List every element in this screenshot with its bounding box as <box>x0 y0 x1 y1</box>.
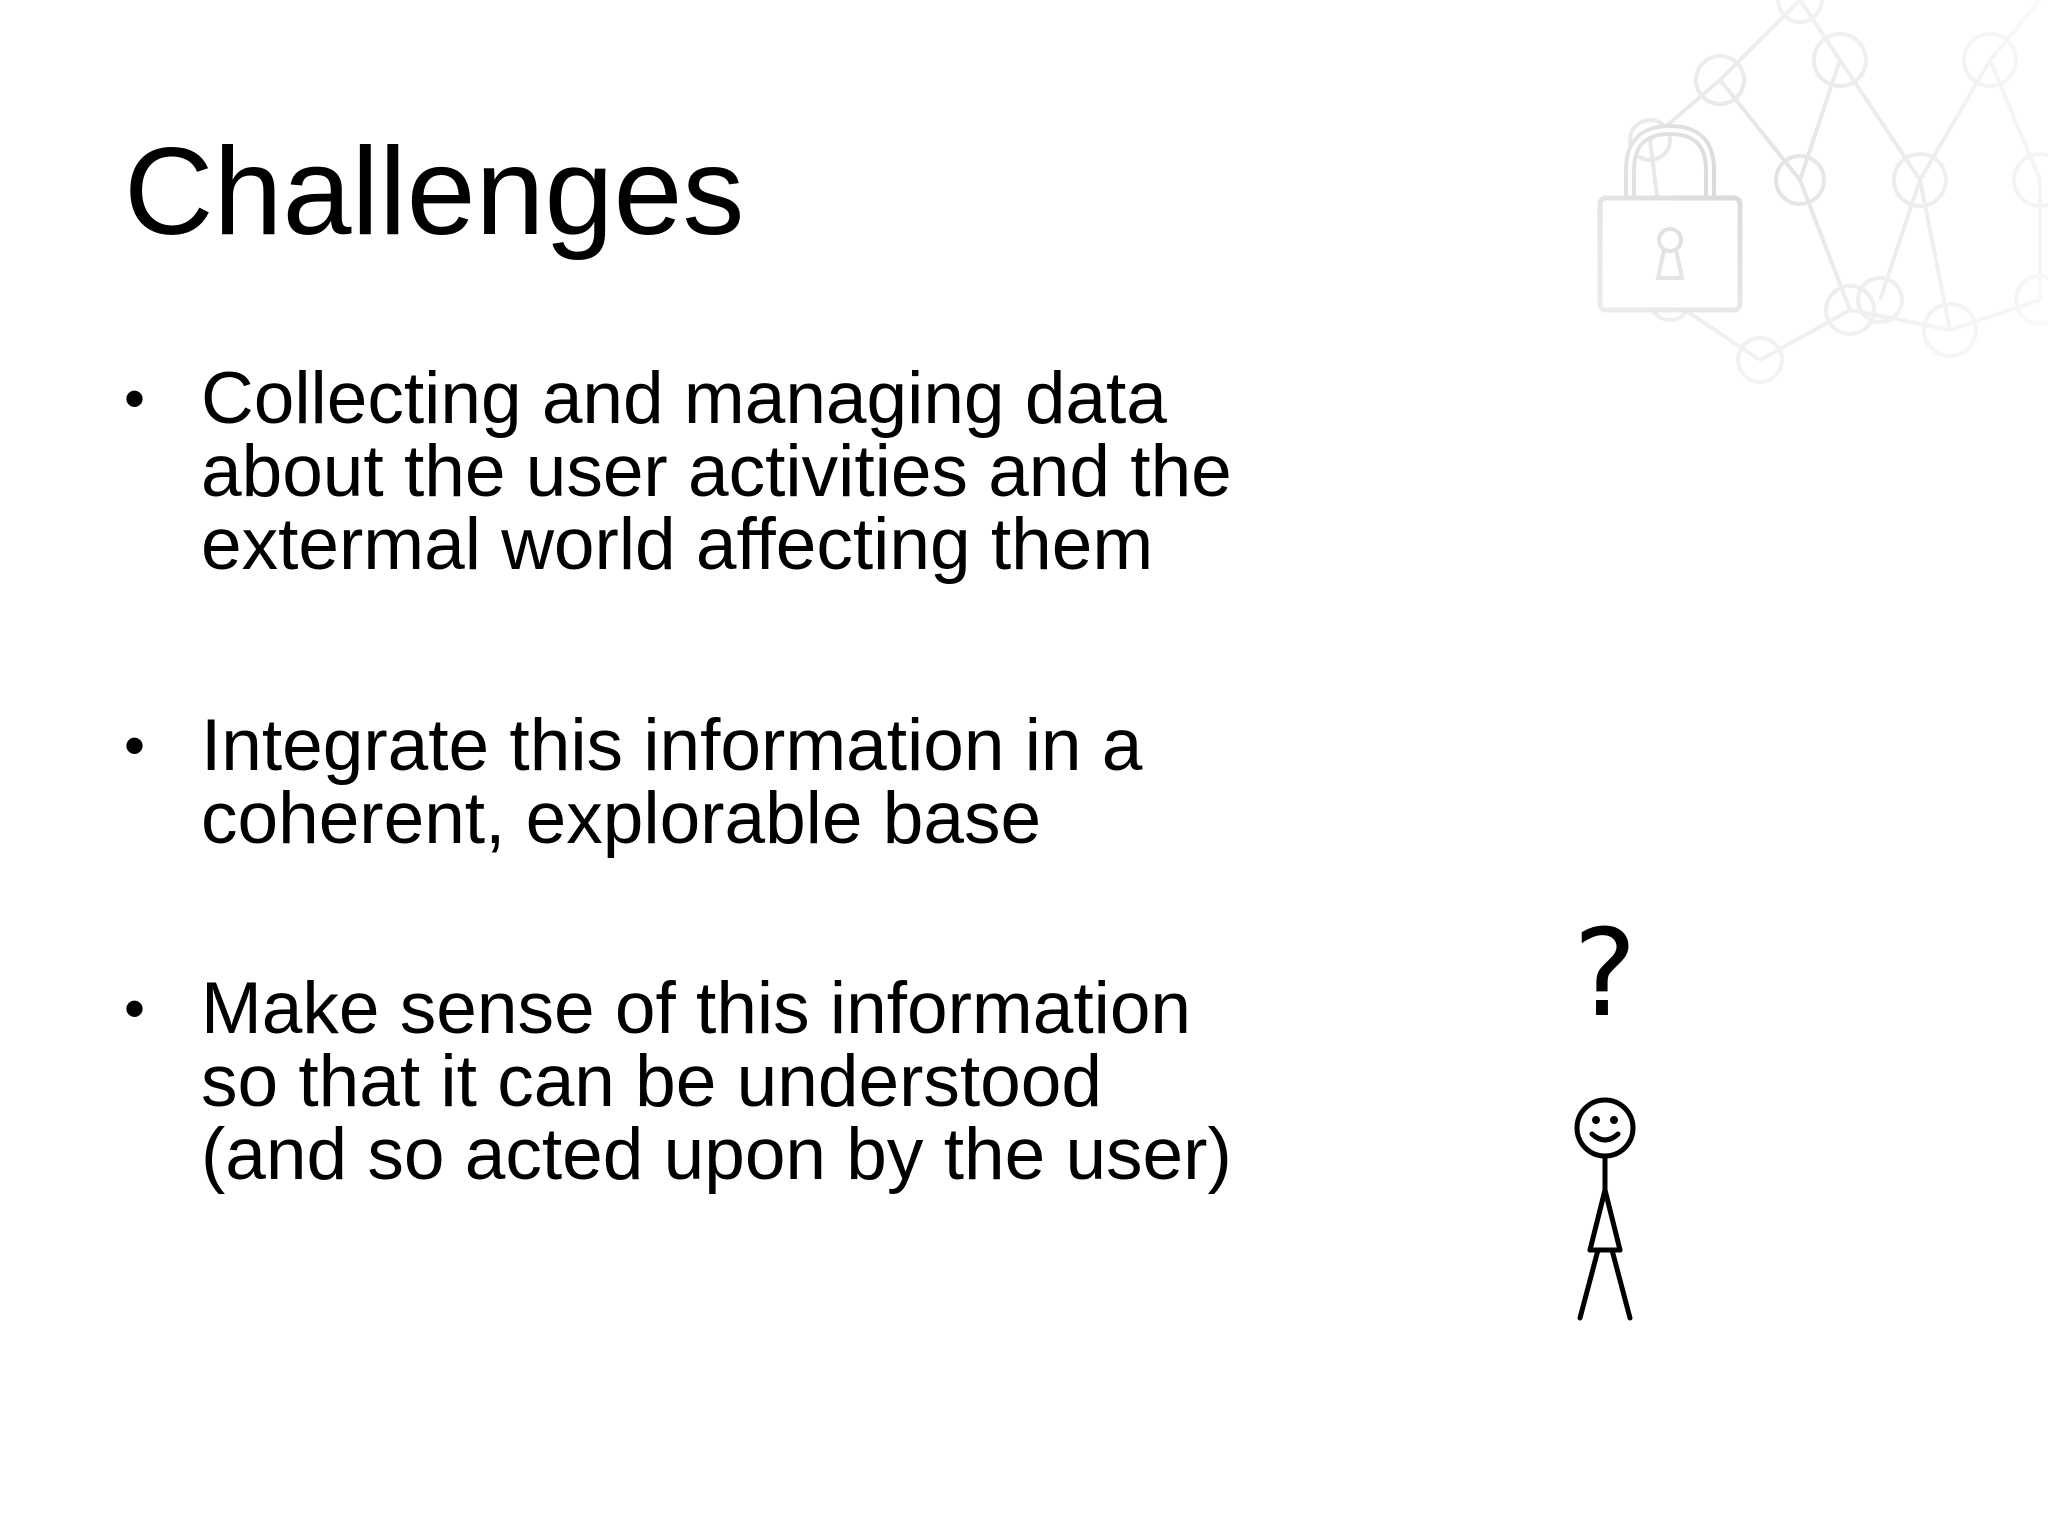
bullet-item <box>124 358 1232 585</box>
bullet-text: Integrate this information in a coherent, explorable base <box>201 705 1143 859</box>
bullet-text: Collecting and managing data about the user activities and the extermal world affecting them <box>201 358 1232 585</box>
question-mark: ? <box>1573 905 1637 1044</box>
bullet-item <box>124 968 1232 1195</box>
bullet-list <box>124 358 1232 1195</box>
bullet-marker: • <box>124 712 146 779</box>
padlock-network-icon <box>1500 0 2048 400</box>
slide-title: Challenges <box>124 123 745 261</box>
bullet-marker: • <box>124 365 146 432</box>
bullet-item <box>124 705 1224 859</box>
bullet-text: Make sense of this information so that it can be understood (and so acted upon by the user) <box>201 968 1232 1195</box>
bullet-marker: • <box>124 975 146 1042</box>
stick-figure-icon <box>1540 890 1670 1330</box>
